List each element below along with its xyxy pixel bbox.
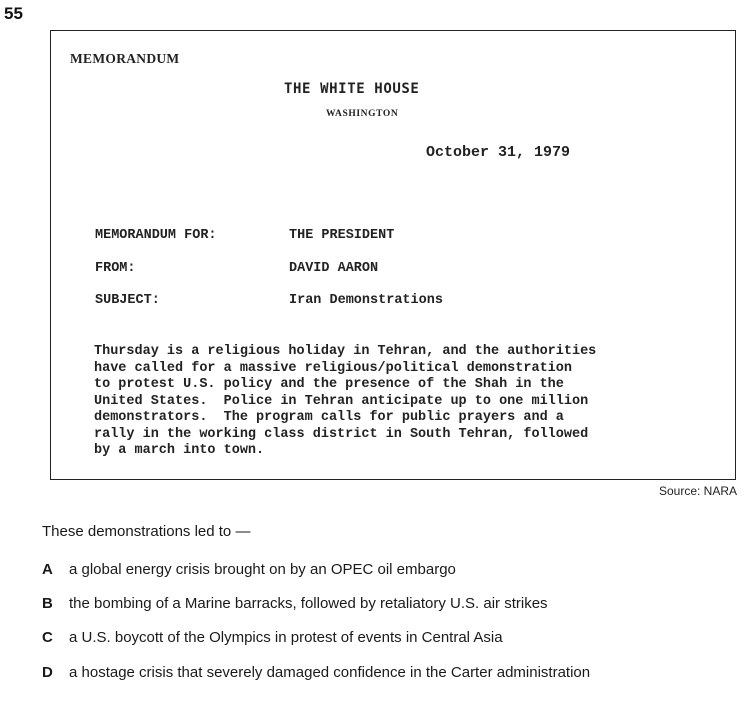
memo-subject-value: Iran Demonstrations: [289, 293, 443, 308]
choice-text: a U.S. boycott of the Olympics in protest of events in Central Asia: [69, 629, 503, 646]
memo-date: October 31, 1979: [426, 144, 571, 161]
choice-text: the bombing of a Marine barracks, followed by retaliatory U.S. air strikes: [69, 595, 548, 612]
choice-text: a hostage crisis that severely damaged confidence in the Carter administration: [69, 664, 591, 681]
answer-choice-a[interactable]: [42, 561, 456, 578]
memo-from-value: DAVID AARON: [289, 261, 379, 276]
memorandum-document: [50, 30, 736, 480]
memo-letterhead-title: THE WHITE HOUSE: [284, 81, 420, 97]
choice-letter: A: [42, 561, 53, 578]
answer-choice-d[interactable]: [42, 664, 590, 681]
choice-text: a global energy crisis brought on by an OPEC oil embargo: [69, 561, 456, 578]
memo-header: MEMORANDUM: [70, 51, 180, 66]
answer-choice-b[interactable]: [42, 595, 548, 612]
memo-subject-label: SUBJECT:: [95, 293, 160, 308]
source-citation: Source: NARA: [658, 484, 737, 498]
choice-letter: C: [42, 629, 53, 646]
memo-body-text: Thursday is a religious holiday in Tehran, and the authorities have called for a massive religious/political demonstration to protest U.S. policy and the presence of the Shah in the United States. Police in Tehran anticipate up to one million demonstrators. The program calls for public prayers and a rally in the working class district in South Tehran, followed by a march into town.: [94, 344, 597, 458]
question-number: 55: [4, 4, 23, 23]
memo-from-label: FROM:: [95, 261, 136, 276]
memo-for-label: MEMORANDUM FOR:: [95, 228, 217, 243]
choice-letter: D: [42, 664, 53, 681]
choice-letter: B: [42, 595, 53, 612]
memo-for-value: THE PRESIDENT: [289, 228, 395, 243]
memo-letterhead-city: WASHINGTON: [326, 109, 399, 119]
question-prompt: These demonstrations led to —: [42, 523, 251, 540]
answer-choice-c[interactable]: [42, 629, 503, 646]
